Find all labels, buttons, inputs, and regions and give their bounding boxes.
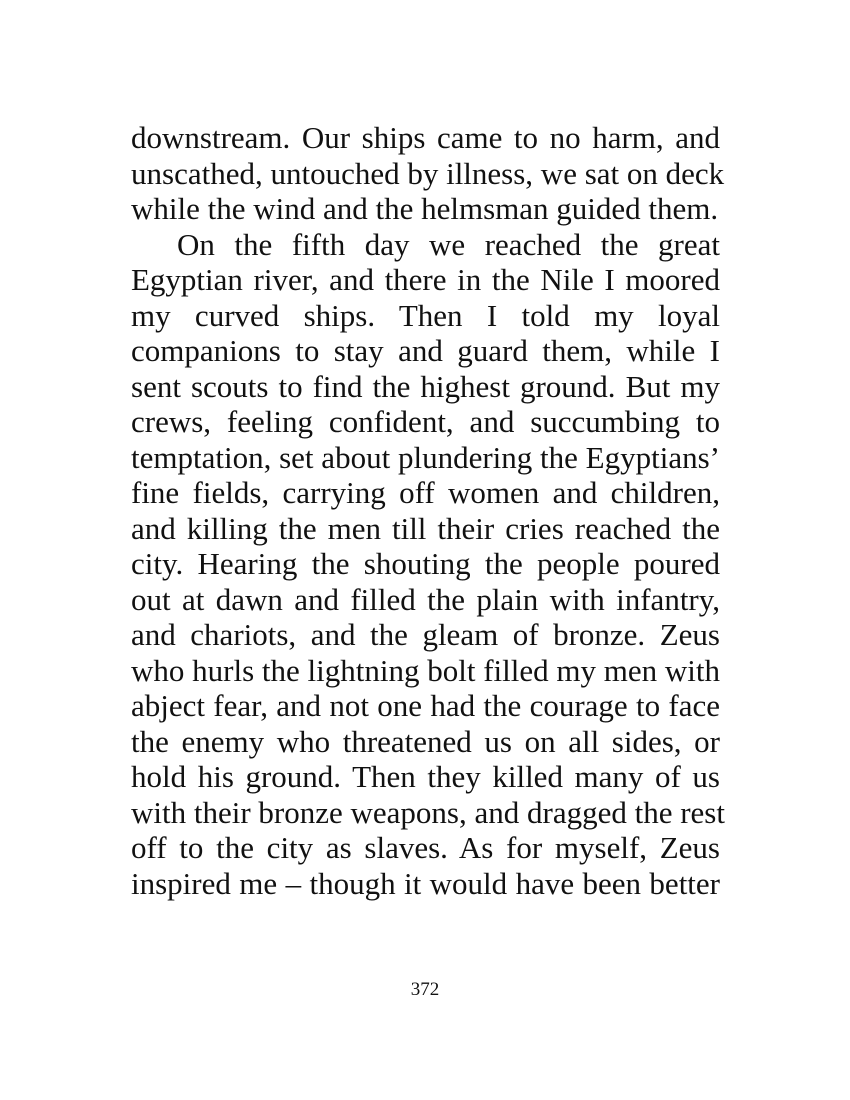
text-line: inspired me – though it would have been better — [131, 865, 720, 901]
text-line: sent scouts to find the highest ground. But my — [131, 368, 720, 404]
text-line: the enemy who threatened us on all sides, or — [131, 723, 720, 759]
text-line: who hurls the lightning bolt filled my men with — [131, 652, 720, 688]
paragraph-first-line: On the fifth day we reached the great — [177, 226, 720, 262]
text-line: crews, feeling confident, and succumbing to — [131, 404, 720, 439]
page-number: 372 — [410, 979, 440, 1000]
text-line: fine fields, carrying off women and children, — [131, 475, 720, 510]
text-line: and killing the men till their cries reached the — [131, 510, 720, 546]
text-line: downstream. Our ships came to no harm, and — [131, 120, 720, 155]
text-line: while the wind and the helmsman guided them. — [131, 191, 719, 226]
text-line: hold his ground. Then they killed many of us — [131, 759, 720, 794]
text-line: off to the city as slaves. As for myself, Zeus — [131, 830, 720, 865]
text-line: Egyptian river, and there in the Nile I moored — [131, 262, 720, 297]
text-line: temptation, set about plundering the Egyptians’ — [131, 439, 720, 475]
text-line: abject fear, and not one had the courage to face — [131, 688, 720, 723]
text-line: city. Hearing the shouting the people poured — [131, 546, 720, 581]
text-line: companions to stay and guard them, while I — [131, 333, 720, 368]
text-line: unscathed, untouched by illness, we sat on deck — [131, 155, 725, 191]
text-line: my curved ships. Then I told my loyal — [131, 297, 720, 333]
body-text — [131, 120, 725, 901]
text-line: with their bronze weapons, and dragged the rest — [131, 794, 725, 830]
text-line: and chariots, and the gleam of bronze. Zeus — [131, 617, 720, 652]
text-line: out at dawn and filled the plain with infantry, — [131, 581, 720, 617]
